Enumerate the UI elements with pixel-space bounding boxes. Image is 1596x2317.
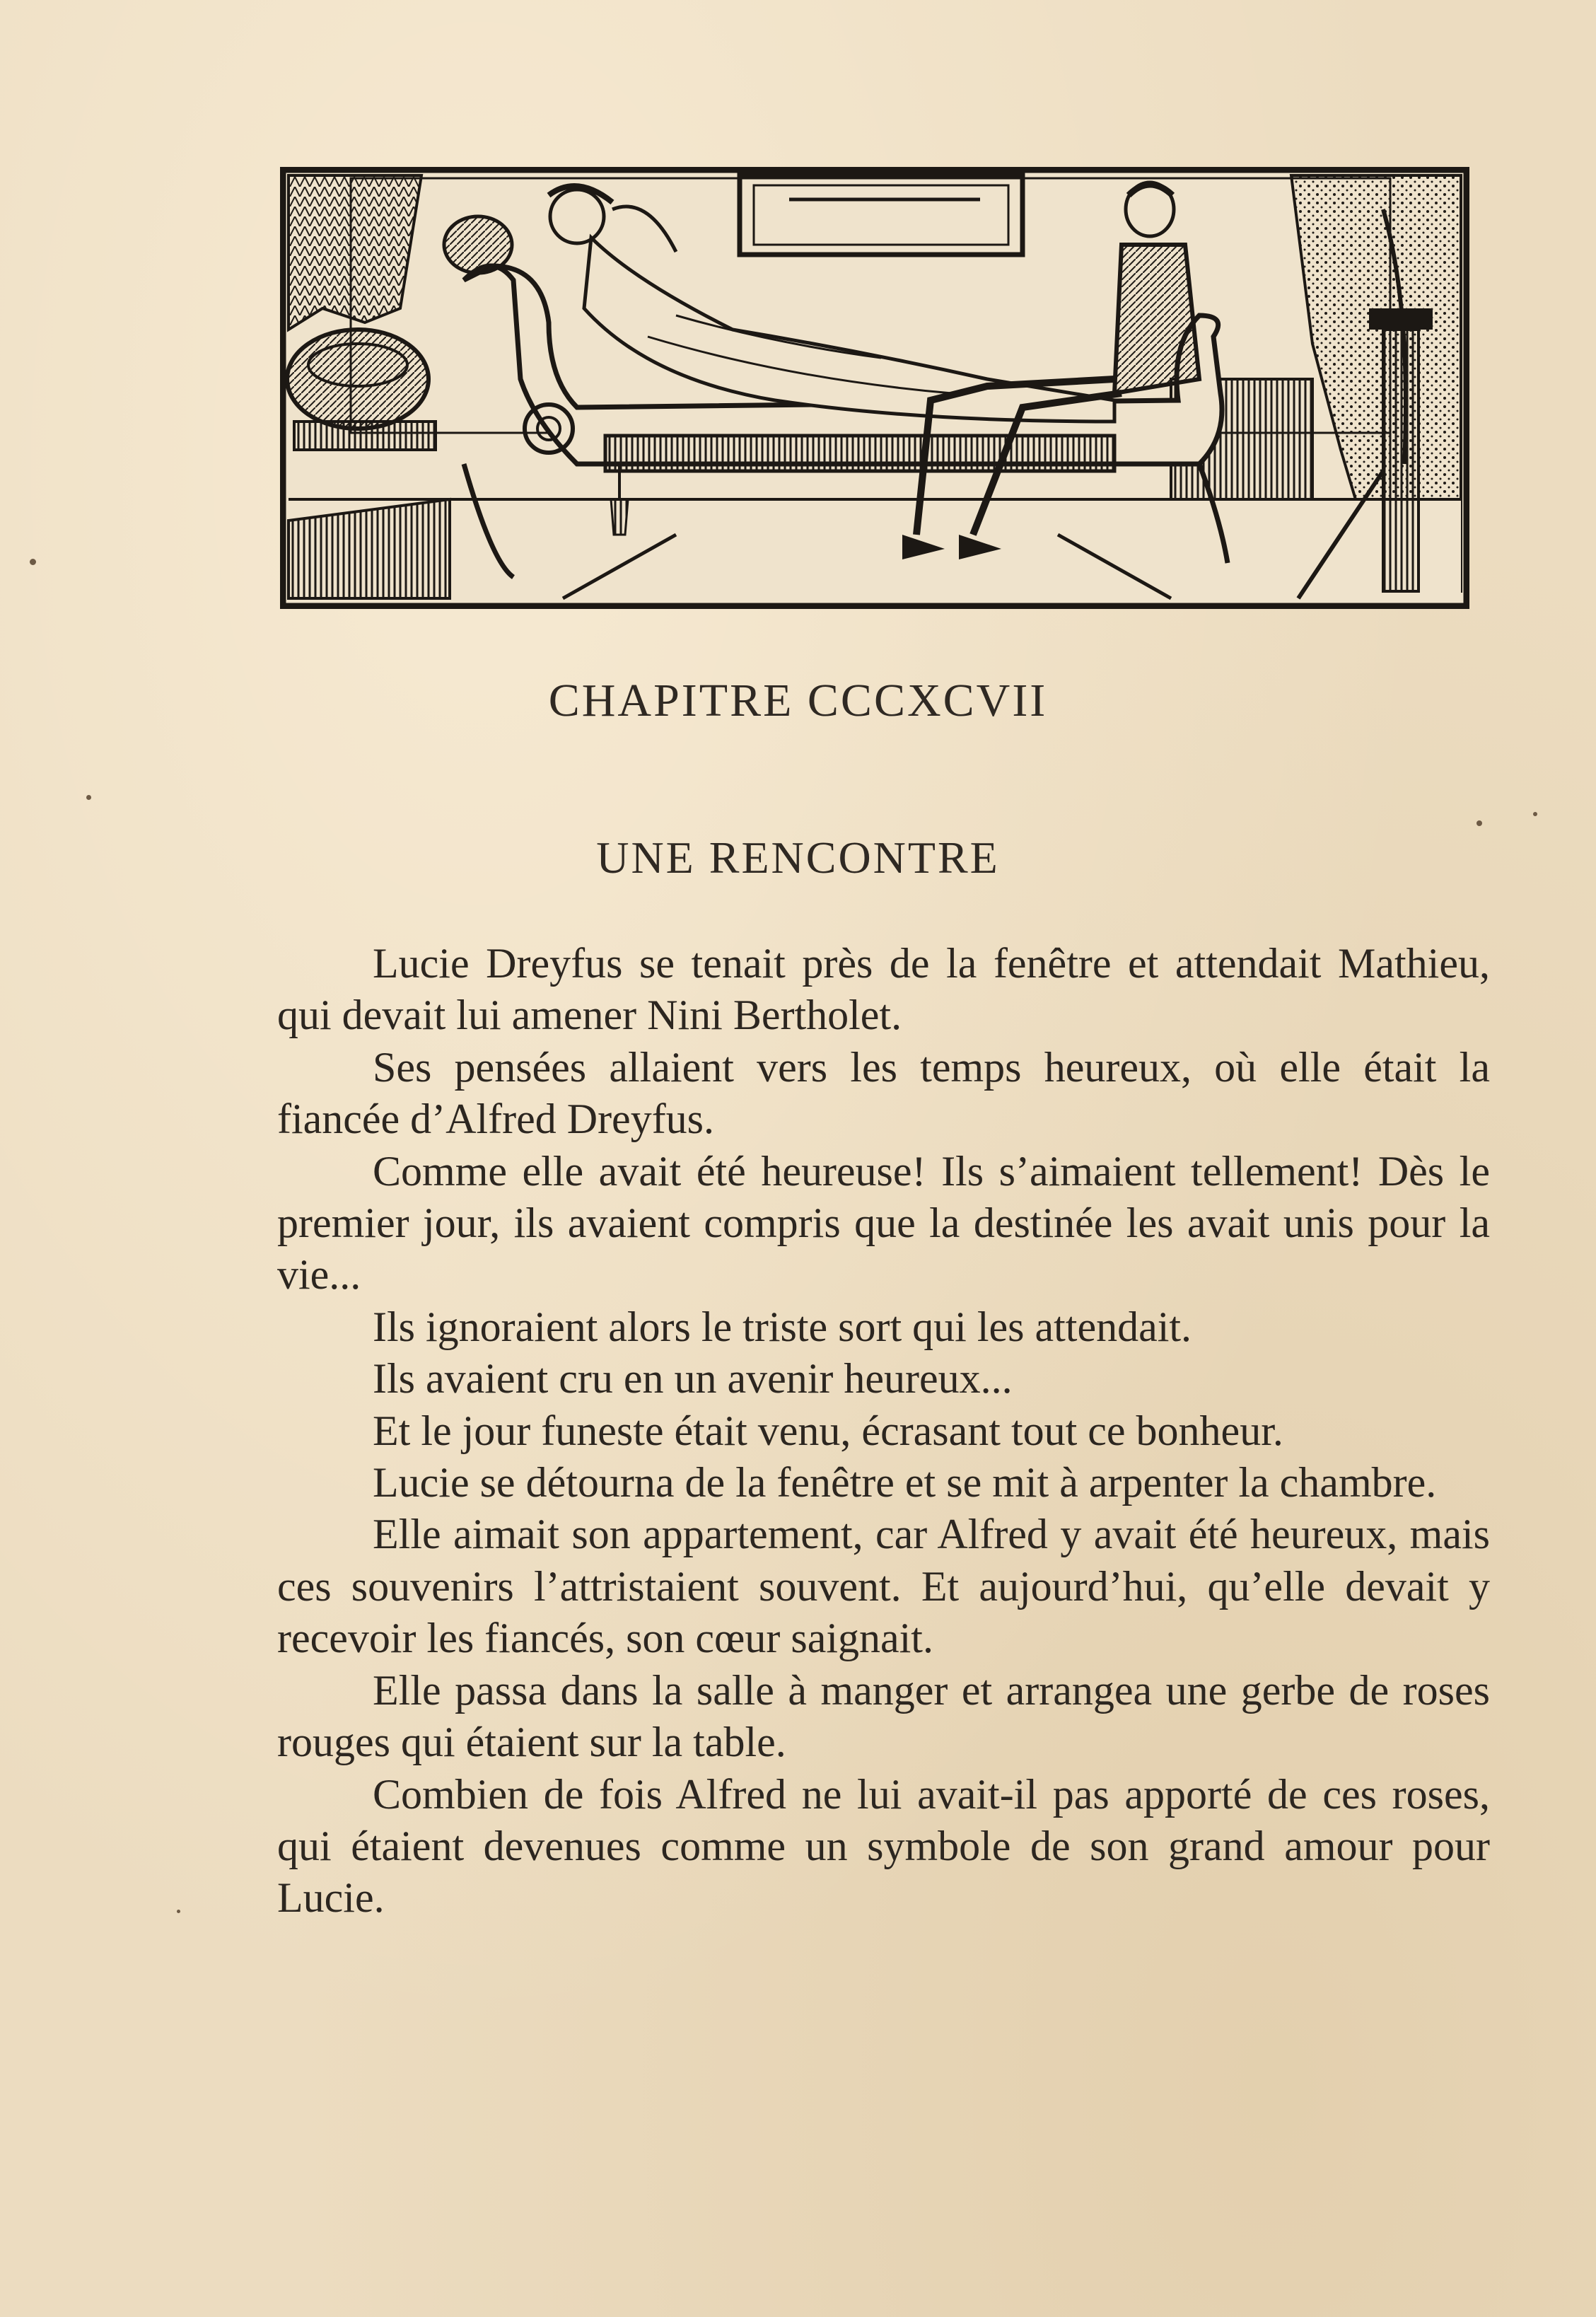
paragraph: Elle aimait son appartement, car Alfred y avait été heureux, mais ces souvenirs l’attristaient souvent. Et aujourd’hui, qu’elle devait y recevoir les fiancés, son cœur saignait.	[277, 1511, 1490, 1662]
paragraph: Ils ignoraient alors le triste sort qui les attendait.	[373, 1303, 1192, 1350]
body-text	[277, 938, 1490, 1924]
paragraph: Lucie se détourna de la fenêtre et se mit à arpenter la chambre.	[373, 1459, 1437, 1506]
chapter-heading: CHAPITRE CCCXCVII	[548, 675, 1048, 726]
paragraph: Et le jour funeste était venu, écrasant tout ce bonheur.	[373, 1407, 1283, 1454]
paragraph: Elle passa dans la salle à manger et arrangea une gerbe de roses rouges qui étaient sur la table.	[277, 1666, 1490, 1766]
paper-speck	[1476, 820, 1482, 826]
paragraph: Combien de fois Alfred ne lui avait-il pas apporté de ces roses, qui étaient devenues comme un symbole de son grand amour pour Lucie.	[277, 1770, 1490, 1922]
paragraph: Ses pensées allaient vers les temps heureux, où elle était la fiancée d’Alfred Dreyfus.	[277, 1043, 1490, 1143]
woodcut-illustration-svg	[280, 167, 1469, 609]
paragraph: Lucie Dreyfus se tenait près de la fenêtre et attendait Mathieu, qui devait lui amener Nini Bertholet.	[277, 940, 1490, 1039]
paper-speck	[86, 795, 91, 800]
chapter-title: UNE RENCONTRE	[596, 832, 1000, 883]
paper-speck	[1533, 812, 1537, 816]
paragraph: Ils avaient cru en un avenir heureux...	[373, 1355, 1013, 1403]
chapter-illustration	[280, 167, 1469, 609]
paragraph: Comme elle avait été heureuse! Ils s’aimaient tellement! Dès le premier jour, ils avaient compris que la destinée les avait unis pour la vie...	[277, 1147, 1490, 1299]
paper-speck	[30, 559, 36, 565]
paper-speck	[177, 1910, 180, 1913]
